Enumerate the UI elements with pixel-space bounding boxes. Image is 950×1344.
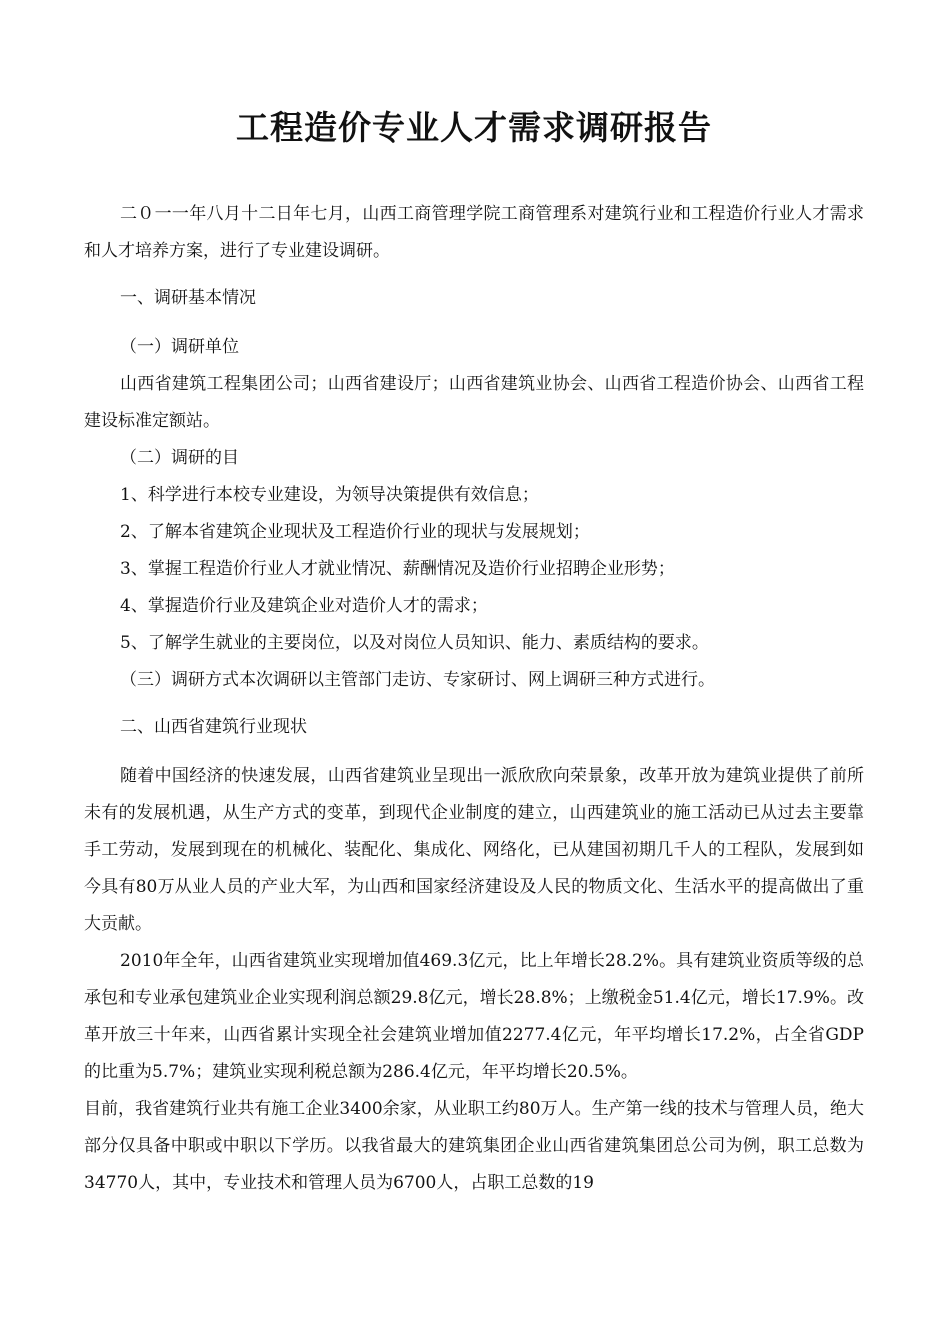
subsection-heading-units: （一）调研单位: [120, 337, 239, 357]
section-heading-2: 二、山西省建筑行业现状: [120, 717, 307, 737]
body-paragraph: 2010年全年，山西省建筑业实现增加值469.3亿元，比上年增长28.2%。具有建筑业资质等级的总承包和专业承包建筑业企业实现利润总额29.8亿元，增长28.8%；上缴税金51.4亿元，增长17.9%。改革开放三十年来，山西省累计实现全社会建筑业增加值2277.4亿元，年平均增长17.2%，占全省GDP的比重为5.7%；建筑业实现利税总额为286.4亿元，年平均增长20.5%。: [84, 951, 864, 1082]
body-paragraph-noindent: 目前，我省建筑行业共有施工企业3400余家，从业职工约80万人。生产第一线的技术与管理人员，绝大部分仅具备中职或中职以下学历。以我省最大的建筑集团企业山西省建筑集团总公司为例，职工总数为34770人，其中，专业技术和管理人员为6700人，占职工总数的19: [84, 1099, 864, 1193]
units-paragraph: 山西省建筑工程集团公司；山西省建设厅；山西省建筑业协会、山西省工程造价协会、山西省工程建设标准定额站。: [84, 374, 864, 431]
list-item: 3、掌握工程造价行业人才就业情况、薪酬情况及造价行业招聘企业形势；: [120, 559, 675, 579]
subsection-heading-purpose: （二）调研的目: [120, 448, 239, 468]
list-item: 5、了解学生就业的主要岗位，以及对岗位人员知识、能力、素质结构的要求。: [120, 633, 709, 653]
method-paragraph: （三）调研方式本次调研以主管部门走访、专家研讨、网上调研三种方式进行。: [120, 670, 715, 690]
list-item: 1、科学进行本校专业建设，为领导决策提供有效信息；: [120, 485, 539, 505]
document-title: 工程造价专业人才需求调研报告: [236, 108, 712, 147]
body-paragraph: 随着中国经济的快速发展，山西省建筑业呈现出一派欣欣向荣景象，改革开放为建筑业提供了前所未有的发展机遇，从生产方式的变革，到现代企业制度的建立，山西建筑业的施工活动已从过去主要靠手工劳动，发展到现在的机械化、装配化、集成化、网络化，已从建国初期几千人的工程队，发展到如今具有80万从业人员的产业大军，为山西和国家经济建设及人民的物质文化、生活水平的提高做出了重大贡献。: [84, 766, 864, 934]
list-item: 4、掌握造价行业及建筑企业对造价人才的需求；: [120, 596, 488, 616]
intro-paragraph: 二０一一年八月十二日年七月，山西工商管理学院工商管理系对建筑行业和工程造价行业人才需求和人才培养方案，进行了专业建设调研。: [84, 204, 864, 261]
section-heading-1: 一、调研基本情况: [120, 288, 256, 308]
list-item: 2、了解本省建筑企业现状及工程造价行业的现状与发展规划；: [120, 522, 590, 542]
document-page: [84, 100, 864, 1202]
